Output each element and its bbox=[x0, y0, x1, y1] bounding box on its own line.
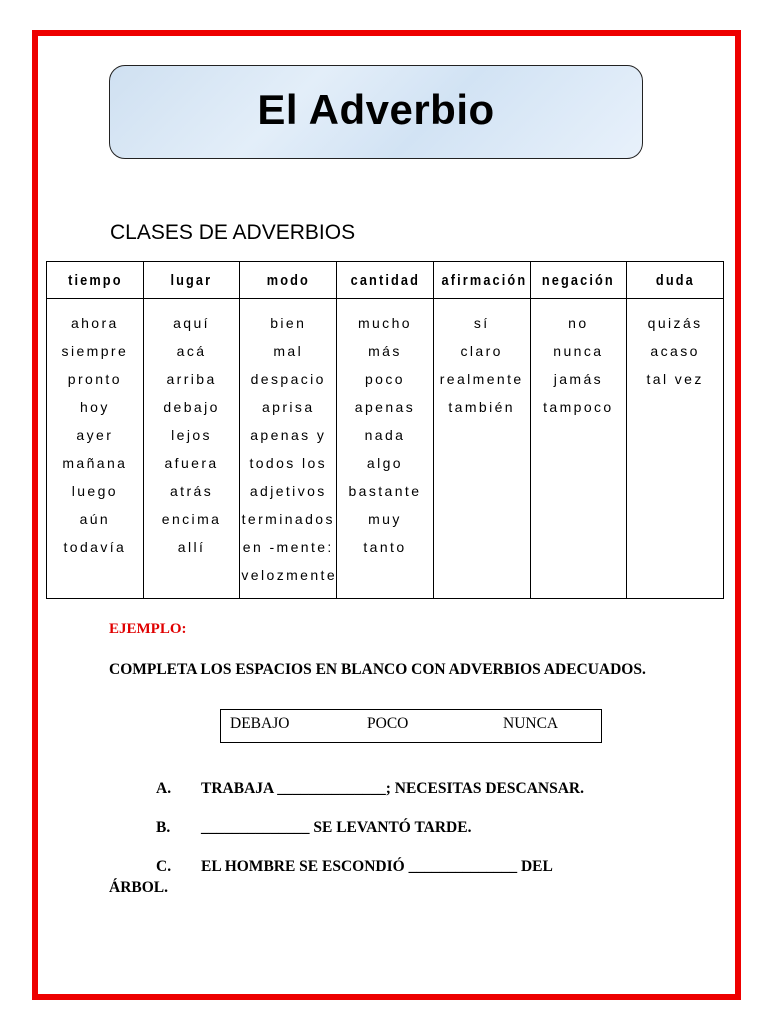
list-item: poco bbox=[364, 371, 405, 387]
list-item: encima bbox=[161, 511, 222, 527]
list-item: allí bbox=[177, 539, 206, 555]
list-item: todavía bbox=[63, 539, 127, 555]
list-item: velozmente bbox=[241, 567, 337, 583]
table-header-row bbox=[47, 262, 724, 299]
header-afirmacion: afirmación bbox=[441, 262, 523, 299]
list-item: terminados bbox=[241, 511, 335, 527]
column-lugar bbox=[143, 299, 240, 599]
page-title: El Adverbio bbox=[257, 86, 495, 133]
list-item: tal vez bbox=[646, 371, 704, 387]
list-item: nada bbox=[364, 427, 406, 443]
list-item: muy bbox=[368, 511, 402, 527]
list-item: acá bbox=[176, 343, 207, 359]
list-item: jamás bbox=[553, 371, 604, 387]
word-bank bbox=[220, 709, 602, 743]
list-item: lejos bbox=[171, 427, 212, 443]
question-a-marker: A. bbox=[156, 780, 172, 797]
list-item: también bbox=[448, 399, 515, 415]
list-item: nunca bbox=[553, 343, 604, 359]
question-c-marker: C. bbox=[156, 858, 172, 875]
header-negacion: negación bbox=[537, 262, 619, 299]
list-item: sí bbox=[473, 315, 490, 331]
title-banner bbox=[109, 65, 643, 159]
header-lugar: lugar bbox=[150, 262, 232, 299]
list-item: mañana bbox=[62, 455, 128, 471]
list-item: más bbox=[368, 343, 402, 359]
word-bank-item: POCO bbox=[367, 715, 409, 732]
list-item: mucho bbox=[357, 315, 412, 331]
list-item: hoy bbox=[79, 399, 110, 415]
list-item: claro bbox=[460, 343, 503, 359]
column-duda bbox=[627, 299, 724, 599]
word-bank-item: DEBAJO bbox=[230, 715, 290, 732]
question-c-text-continuation: ÁRBOL. bbox=[109, 879, 168, 896]
list-item: aún bbox=[79, 511, 111, 527]
adverb-classes-table bbox=[46, 261, 724, 599]
list-item: despacio bbox=[250, 371, 326, 387]
question-b-marker: B. bbox=[156, 819, 171, 836]
section-heading: CLASES DE ADVERBIOS bbox=[110, 221, 356, 244]
list-item: en -mente: bbox=[242, 539, 334, 555]
header-duda: duda bbox=[634, 262, 716, 299]
list-item: afuera bbox=[164, 455, 219, 471]
column-afirmacion bbox=[433, 299, 530, 599]
column-cantidad bbox=[337, 299, 434, 599]
list-item: quizás bbox=[647, 315, 703, 331]
list-item: algo bbox=[366, 455, 403, 471]
list-item: tampoco bbox=[543, 399, 614, 415]
list-item: apenas bbox=[354, 399, 416, 415]
column-tiempo bbox=[47, 299, 144, 599]
list-item: realmente bbox=[439, 371, 524, 387]
list-item: tanto bbox=[363, 539, 407, 555]
list-item: todos los bbox=[249, 455, 328, 471]
word-bank-item: NUNCA bbox=[503, 715, 559, 732]
header-tiempo: tiempo bbox=[54, 262, 136, 299]
column-negacion bbox=[530, 299, 627, 599]
list-item: arriba bbox=[166, 371, 217, 387]
header-modo: modo bbox=[247, 262, 329, 299]
example-label: EJEMPLO: bbox=[109, 621, 187, 637]
list-item: aprisa bbox=[261, 399, 315, 415]
list-item: adjetivos bbox=[249, 483, 327, 499]
list-item: bastante bbox=[348, 483, 422, 499]
list-item: pronto bbox=[67, 371, 122, 387]
list-item: acaso bbox=[650, 343, 700, 359]
list-item: mal bbox=[273, 343, 304, 359]
list-item: siempre bbox=[61, 343, 129, 359]
column-modo bbox=[240, 299, 337, 599]
list-item: atrás bbox=[169, 483, 214, 499]
list-item: luego bbox=[71, 483, 118, 499]
list-item: apenas y bbox=[250, 427, 327, 443]
instruction-text: COMPLETA LOS ESPACIOS EN BLANCO CON ADVERBIOS ADECUADOS. bbox=[109, 661, 646, 678]
header-cantidad: cantidad bbox=[344, 262, 426, 299]
table-body-row bbox=[47, 299, 724, 599]
list-item: aquí bbox=[173, 315, 210, 331]
list-item: no bbox=[568, 315, 589, 331]
list-item: ayer bbox=[76, 427, 114, 443]
list-item: debajo bbox=[163, 399, 220, 415]
list-item: bien bbox=[270, 315, 307, 331]
question-c-text: EL HOMBRE SE ESCONDIÓ ______________ DEL bbox=[201, 858, 553, 875]
question-b-text: ______________ SE LEVANTÓ TARDE. bbox=[201, 819, 472, 836]
question-a-text: TRABAJA ______________; NECESITAS DESCANSAR. bbox=[201, 780, 584, 797]
list-item: ahora bbox=[70, 315, 119, 331]
